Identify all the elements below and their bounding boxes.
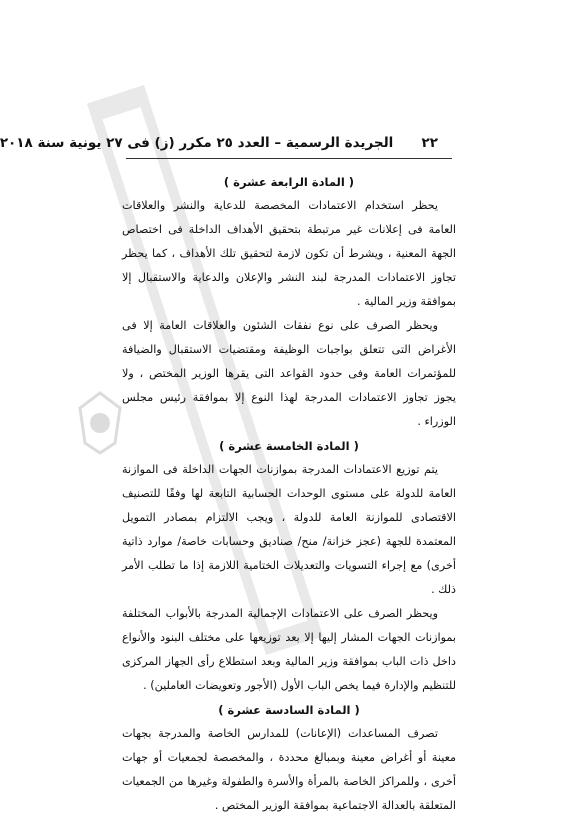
article-14-paragraph-2: ويحظر الصرف على نوع نفقات الشئون والعلاقات العامة إلا فى الأغراض التى تتعلق بواجبات الوظيفة ومقتضيات الاستقبال والضيافة للمؤتمرات العامة وفى حدود القواعد التى يقرها الوزير المختص ، ولا يجوز تجاوز الاعتمادات المدرجة لهذا النوع إلا بموافقة رئيس مجلس الوزراء .	[122, 319, 456, 428]
article-16-heading: ( المادة السادسة عشرة )	[218, 703, 360, 717]
document-body	[122, 170, 456, 818]
article-15-paragraph-2: ويحظر الصرف على الاعتمادات الإجمالية المدرجة بالأبواب المختلفة بموازنات الجهات المشار إليها إلا بعد توزيعها على مختلف البنود والأنواع داخل ذات الباب بموافقة وزير المالية وبعد استطلاع رأى الجهاز المركزى للتنظيم والإدارة فيما يخص الباب الأول (الأجور وتعويضات العاملين) .	[122, 607, 456, 692]
article-14-heading: ( المادة الرابعة عشرة )	[223, 175, 355, 189]
seal-emblem	[70, 388, 130, 458]
article-15-paragraph-1: يتم توزيع الاعتمادات المدرجة بموازنات الجهات الداخلة فى الموازنة العامة للدولة على مستوى الوحدات الحسابية التابعة لها وفقًا للتصنيف الاقتصادى للموازنة العامة للدولة ، ويجب الالتزام بمصادر التمويل المعتمدة للجهة (عجز خزانة/ منح/ صناديق وحسابات خاصة/ موارد ذاتية أخرى) مع إجراء التسويات والتعديلات الختامية اللازمة إذا ما تطلب الأمر ذلك .	[122, 463, 456, 596]
header-divider	[126, 158, 452, 159]
page-number: ٢٢	[421, 135, 438, 151]
article-14-paragraph-1: يحظر استخدام الاعتمادات المخصصة للدعاية والنشر والعلاقات العامة فى إعلانات غير مرتبطة بتحقيق الأهداف الداخلة فى اختصاص الجهة المعنية ، ويشرط أن تكون لازمة لتحقيق تلك الأهداف ، كما يحظر تجاوز الاعتمادات المدرجة لبند النشر والإعلان والدعاية والاستقبال إلا بموافقة وزير المالية .	[122, 199, 456, 308]
article-15-heading: ( المادة الخامسة عشرة )	[219, 439, 359, 453]
article-16-paragraph-1: تصرف المساعدات (الإعانات) للمدارس الخاصة والمدرجة بجهات معينة أو أغراض معينة وبمبالغ محددة ، والمخصصة لجمعيات أو جهات أخرى ، وللمراكز الخاصة بالمرأة والأسرة والطفولة وغيرها من الجمعيات المتعلقة بالعدالة الاجتماعية بموافقة الوزير المختص .	[122, 727, 456, 812]
gazette-title: الجريدة الرسمية – العدد ٢٥ مكرر (ز) فى ٢٧ يونية سنة ٢٠١٨	[0, 135, 394, 151]
page-header	[0, 135, 438, 151]
